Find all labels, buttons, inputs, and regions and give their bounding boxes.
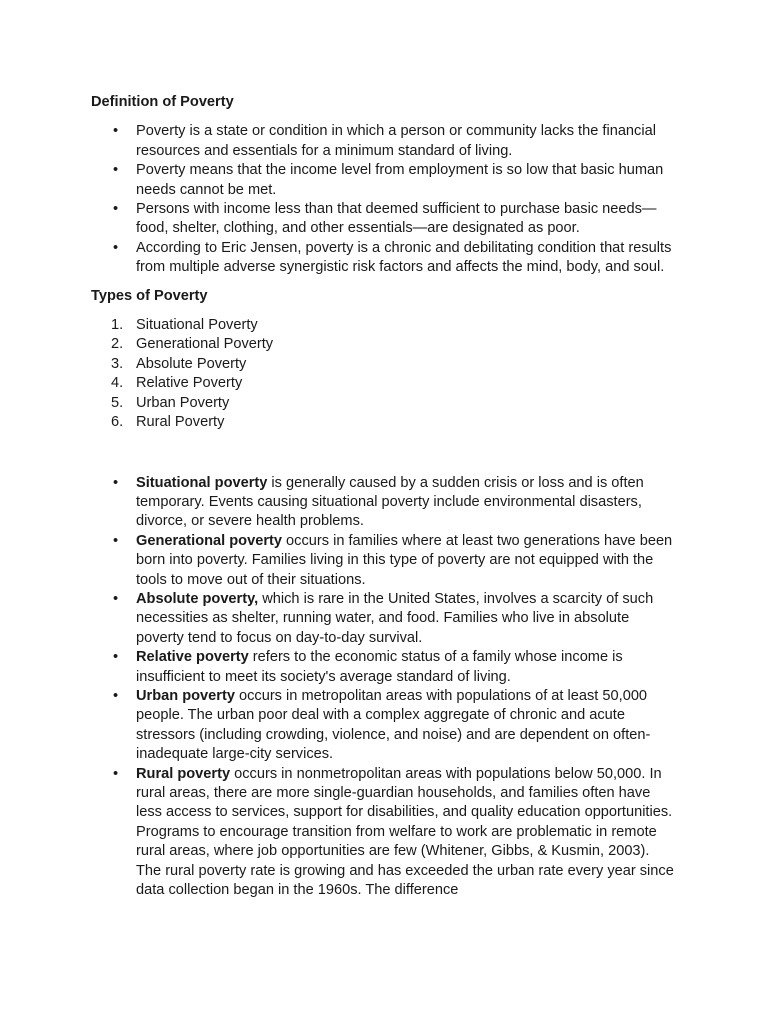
list-item [91, 161, 678, 200]
list-item [91, 394, 678, 413]
bullet-marker: • [113, 162, 119, 179]
definition-list [91, 122, 678, 277]
list-number: 5. [111, 394, 124, 411]
bullet-marker: • [113, 239, 119, 256]
list-item-text: Urban Poverty [136, 394, 230, 411]
list-item [91, 239, 678, 278]
bullet-marker: • [113, 687, 119, 704]
term-label: Generational poverty [136, 532, 282, 549]
list-item [91, 474, 678, 532]
list-item [91, 765, 678, 901]
list-number: 1. [111, 317, 124, 334]
term-description: which is rare in the United States, involves a scarcity of such necessities as shelter, running water, and food. Families who live in absolute poverty tend to focus on day-to-day survival. [136, 590, 654, 646]
list-item-text: Relative Poverty [136, 375, 243, 392]
term-label: Urban poverty [136, 687, 235, 704]
list-item [91, 532, 678, 590]
term-description: occurs in nonmetropolitan areas with populations below 50,000. In rural areas, there are more single-guardian households, and families often have less access to services, support for disabilities, and quality education opportunities. Programs to encourage transition from welfare to work are problematic in remote rural areas, where job opportunities are few (Whitener, Gibbs, & Kusmin, 2003). The rural poverty rate is growing and has exceeded the urban rate every year since data collection began in the 1960s. The difference [136, 765, 674, 899]
list-number: 4. [111, 375, 124, 392]
list-item-text: Absolute Poverty [136, 355, 247, 372]
list-item [91, 687, 678, 765]
list-item [91, 335, 678, 354]
definition-heading: Definition of Poverty [91, 94, 234, 110]
bullet-marker: • [113, 649, 119, 666]
list-item [91, 316, 678, 335]
types-heading: Types of Poverty [91, 287, 208, 304]
list-number: 2. [111, 336, 124, 353]
term-label: Absolute poverty, [136, 590, 259, 607]
term-description: occurs in metropolitan areas with populations of at least 50,000 people. The urban poor deal with a complex aggregate of chronic and acute stressors (including crowding, violence, and noise) and are dependent on often-inadequate large-city services. [136, 687, 651, 763]
list-item [91, 374, 678, 393]
term-description: is generally caused by a sudden crisis or loss and is often temporary. Events causing situational poverty include environmental disasters, divorce, or severe health problems. [136, 474, 644, 530]
types-numbered-list [91, 316, 678, 432]
list-item [91, 648, 678, 687]
bullet-marker: • [113, 201, 119, 218]
bullet-marker: • [113, 532, 119, 549]
list-item-text: Generational Poverty [136, 336, 274, 353]
list-item-text: Persons with income less than that deemed sufficient to purchase basic needs—food, shelter, clothing, and other essentials—are designated as poor. [136, 201, 657, 237]
list-item-text: Rural Poverty [136, 414, 225, 431]
list-item [91, 122, 678, 161]
list-item-text: Situational Poverty [136, 317, 258, 334]
bullet-marker: • [113, 590, 119, 607]
bullet-marker: • [113, 123, 119, 140]
types-description-list [91, 474, 678, 901]
list-item [91, 355, 678, 374]
term-label: Relative poverty [136, 649, 249, 666]
list-item-text: Poverty is a state or condition in which a person or community lacks the financial resources and essentials for a minimum standard of living. [136, 123, 656, 159]
term-label: Rural poverty [136, 765, 231, 782]
list-item-text: According to Eric Jensen, poverty is a chronic and debilitating condition that results from multiple adverse synergistic risk factors and affects the mind, body, and soul. [136, 239, 672, 276]
bullet-marker: • [113, 765, 119, 782]
list-item-text: Poverty means that the income level from employment is so low that basic human needs cannot be met. [136, 162, 664, 198]
term-label: Situational poverty [136, 474, 268, 491]
list-item [91, 200, 678, 239]
list-item [91, 413, 678, 432]
term-description: occurs in families where at least two generations have been born into poverty. Families living in this type of poverty are not equipped with the tools to move out of their situations. [136, 532, 673, 588]
list-item [91, 590, 678, 648]
bullet-marker: • [113, 474, 119, 491]
term-description: refers to the economic status of a family whose income is insufficient to meet its society's average standard of living. [136, 649, 623, 685]
list-number: 6. [111, 414, 124, 431]
list-number: 3. [111, 355, 124, 372]
